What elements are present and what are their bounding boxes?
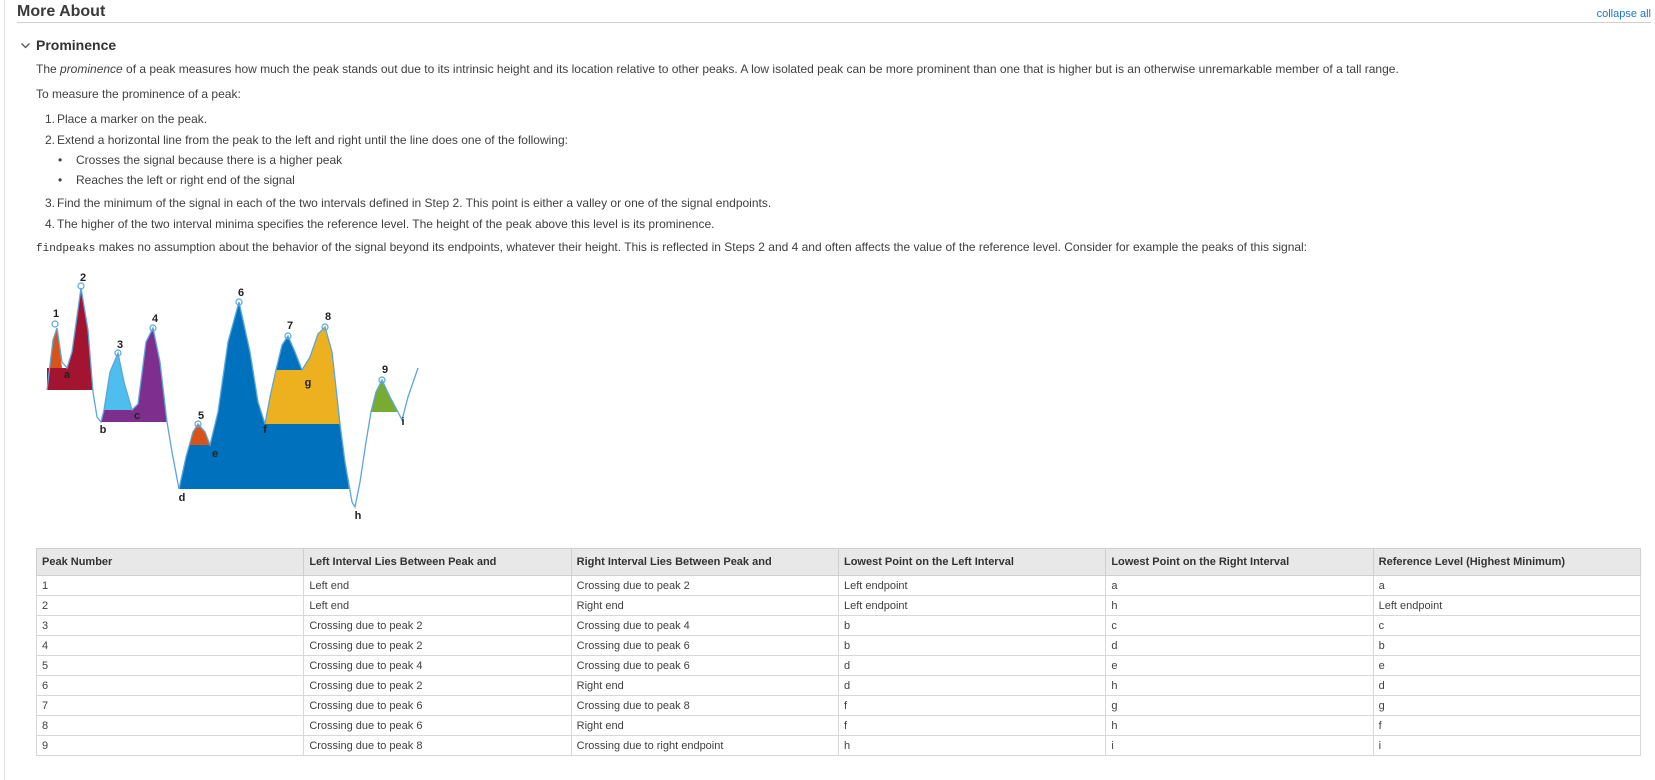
table-cell: Crossing due to peak 6	[571, 656, 838, 676]
peak-label: 1	[52, 308, 60, 320]
prominence-figure	[36, 270, 446, 540]
table-cell: 5	[37, 656, 304, 676]
step-item: 1. Place a marker on the peak.	[45, 112, 208, 126]
table-cell: Crossing due to peak 6	[304, 696, 571, 716]
table-cell: i	[1106, 736, 1373, 756]
table-cell: i	[1373, 736, 1640, 756]
table-cell: d	[1106, 636, 1373, 656]
valley-label: b	[99, 424, 107, 436]
table-cell: e	[1373, 656, 1640, 676]
column-header: Left Interval Lies Between Peak and	[304, 549, 571, 576]
chevron-down-icon	[19, 39, 32, 52]
table-cell: f	[1373, 716, 1640, 736]
table-row	[37, 596, 1641, 616]
table-cell: Crossing due to peak 4	[571, 616, 838, 636]
table-cell: e	[1106, 656, 1373, 676]
table-cell: 2	[37, 596, 304, 616]
table-cell: b	[838, 636, 1105, 656]
table-cell: g	[1106, 696, 1373, 716]
column-header: Peak Number	[37, 549, 304, 576]
section-title: More About	[17, 3, 106, 20]
peak-label: 6	[237, 287, 245, 299]
table-row	[37, 696, 1641, 716]
table-row	[37, 636, 1641, 656]
step-item: 4. The higher of the two interval minima specifies the reference level. The height of the peak above this level is its prominence.	[45, 217, 715, 231]
table-cell: Right end	[571, 716, 838, 736]
table-cell: b	[838, 616, 1105, 636]
table-cell: Crossing due to peak 2	[571, 576, 838, 596]
table-cell: Left end	[304, 576, 571, 596]
table-cell: h	[1106, 716, 1373, 736]
table-cell: Left end	[304, 596, 571, 616]
table-row	[37, 716, 1641, 736]
peak-label: 5	[197, 410, 205, 422]
table-cell: Left endpoint	[838, 596, 1105, 616]
table-cell: f	[838, 696, 1105, 716]
peak-marker	[52, 321, 58, 327]
table-cell: c	[1373, 616, 1640, 636]
table-header-row	[37, 549, 1641, 576]
table-cell: Crossing due to peak 2	[304, 616, 571, 636]
table-row	[37, 576, 1641, 596]
more-about-header	[17, 0, 1651, 23]
table-cell: Crossing due to peak 8	[304, 736, 571, 756]
prominence-term: prominence	[60, 62, 123, 76]
table-cell: Left endpoint	[838, 576, 1105, 596]
table-cell: Crossing due to peak 2	[304, 676, 571, 696]
table-cell: c	[1106, 616, 1373, 636]
page-left-border	[4, 0, 5, 780]
table-row	[37, 736, 1641, 756]
table-row	[37, 676, 1641, 696]
valley-label: g	[304, 377, 312, 389]
valley-label: i	[401, 416, 405, 428]
peak-label: 3	[116, 339, 124, 351]
table-cell: Crossing due to right endpoint	[571, 736, 838, 756]
valley-label: f	[263, 424, 267, 436]
table-cell: 6	[37, 676, 304, 696]
table-cell: g	[1373, 696, 1640, 716]
peak-label: 8	[324, 311, 332, 323]
table-cell: Left endpoint	[1373, 596, 1640, 616]
prominence-intro: The prominence of a peak measures how much the peak stands out due to its intrinsic height and its location relative to other peaks. A low isolated peak can be more prominent than one that is higher but is an otherwise unremarkable member of a tall range.	[36, 62, 1399, 76]
step-item: 2. Extend a horizontal line from the peak to the left and right until the line does one of the following:	[45, 133, 568, 147]
peak-label: 7	[286, 320, 294, 332]
column-header: Reference Level (Highest Minimum)	[1373, 549, 1640, 576]
valley-label: d	[178, 492, 186, 504]
column-header: Right Interval Lies Between Peak and	[571, 549, 838, 576]
column-header: Lowest Point on the Left Interval	[838, 549, 1105, 576]
table-cell: Crossing due to peak 2	[304, 636, 571, 656]
table-cell: 8	[37, 716, 304, 736]
table-cell: Crossing due to peak 4	[304, 656, 571, 676]
table-cell: Crossing due to peak 8	[571, 696, 838, 716]
table-cell: 7	[37, 696, 304, 716]
table-cell: f	[838, 716, 1105, 736]
table-cell: a	[1106, 576, 1373, 596]
step-item: 3. Find the minimum of the signal in each of the two intervals defined in Step 2. This point is either a valley or one of the signal endpoints.	[45, 196, 772, 210]
table-cell: Right end	[571, 596, 838, 616]
table-cell: 3	[37, 616, 304, 636]
prominence-heading: Prominence	[36, 37, 117, 53]
prominence-toggle[interactable]	[19, 36, 116, 54]
table-cell: Crossing due to peak 6	[571, 636, 838, 656]
table-cell: d	[838, 656, 1105, 676]
table-cell: 9	[37, 736, 304, 756]
table-cell: Right end	[571, 676, 838, 696]
valley-label: c	[133, 410, 141, 422]
findpeaks-code: findpeaks	[36, 243, 96, 255]
valley-label: h	[354, 510, 362, 522]
column-header: Lowest Point on the Right Interval	[1106, 549, 1373, 576]
table-cell: Crossing due to peak 6	[304, 716, 571, 736]
table-row	[37, 656, 1641, 676]
table-cell: h	[838, 736, 1105, 756]
collapse-all-link[interactable]: collapse all	[1596, 8, 1651, 20]
table-cell: 1	[37, 576, 304, 596]
table-cell: d	[838, 676, 1105, 696]
table-cell: a	[1373, 576, 1640, 596]
table-cell: 4	[37, 636, 304, 656]
measure-intro: To measure the prominence of a peak:	[36, 87, 241, 101]
peak-label: 4	[151, 313, 159, 325]
table-cell: d	[1373, 676, 1640, 696]
valley-label: a	[63, 369, 71, 381]
bullet-item: • Crosses the signal because there is a higher peak	[58, 153, 343, 167]
table-cell: b	[1373, 636, 1640, 656]
peak-label: 2	[79, 272, 87, 284]
peak-label: 9	[381, 364, 389, 376]
prominence-table	[36, 548, 1641, 756]
table-row	[37, 616, 1641, 636]
bullet-item: • Reaches the left or right end of the signal	[58, 173, 295, 187]
table-body	[37, 576, 1641, 756]
table-cell: h	[1106, 676, 1373, 696]
valley-label: e	[211, 448, 219, 460]
table-cell: h	[1106, 596, 1373, 616]
findpeaks-paragraph: findpeaks makes no assumption about the behavior of the signal beyond its endpoints, whatever their height. This is reflected in Steps 2 and 4 and often affects the value of the reference level. Consider for example the peaks of this signal:	[36, 240, 1308, 255]
